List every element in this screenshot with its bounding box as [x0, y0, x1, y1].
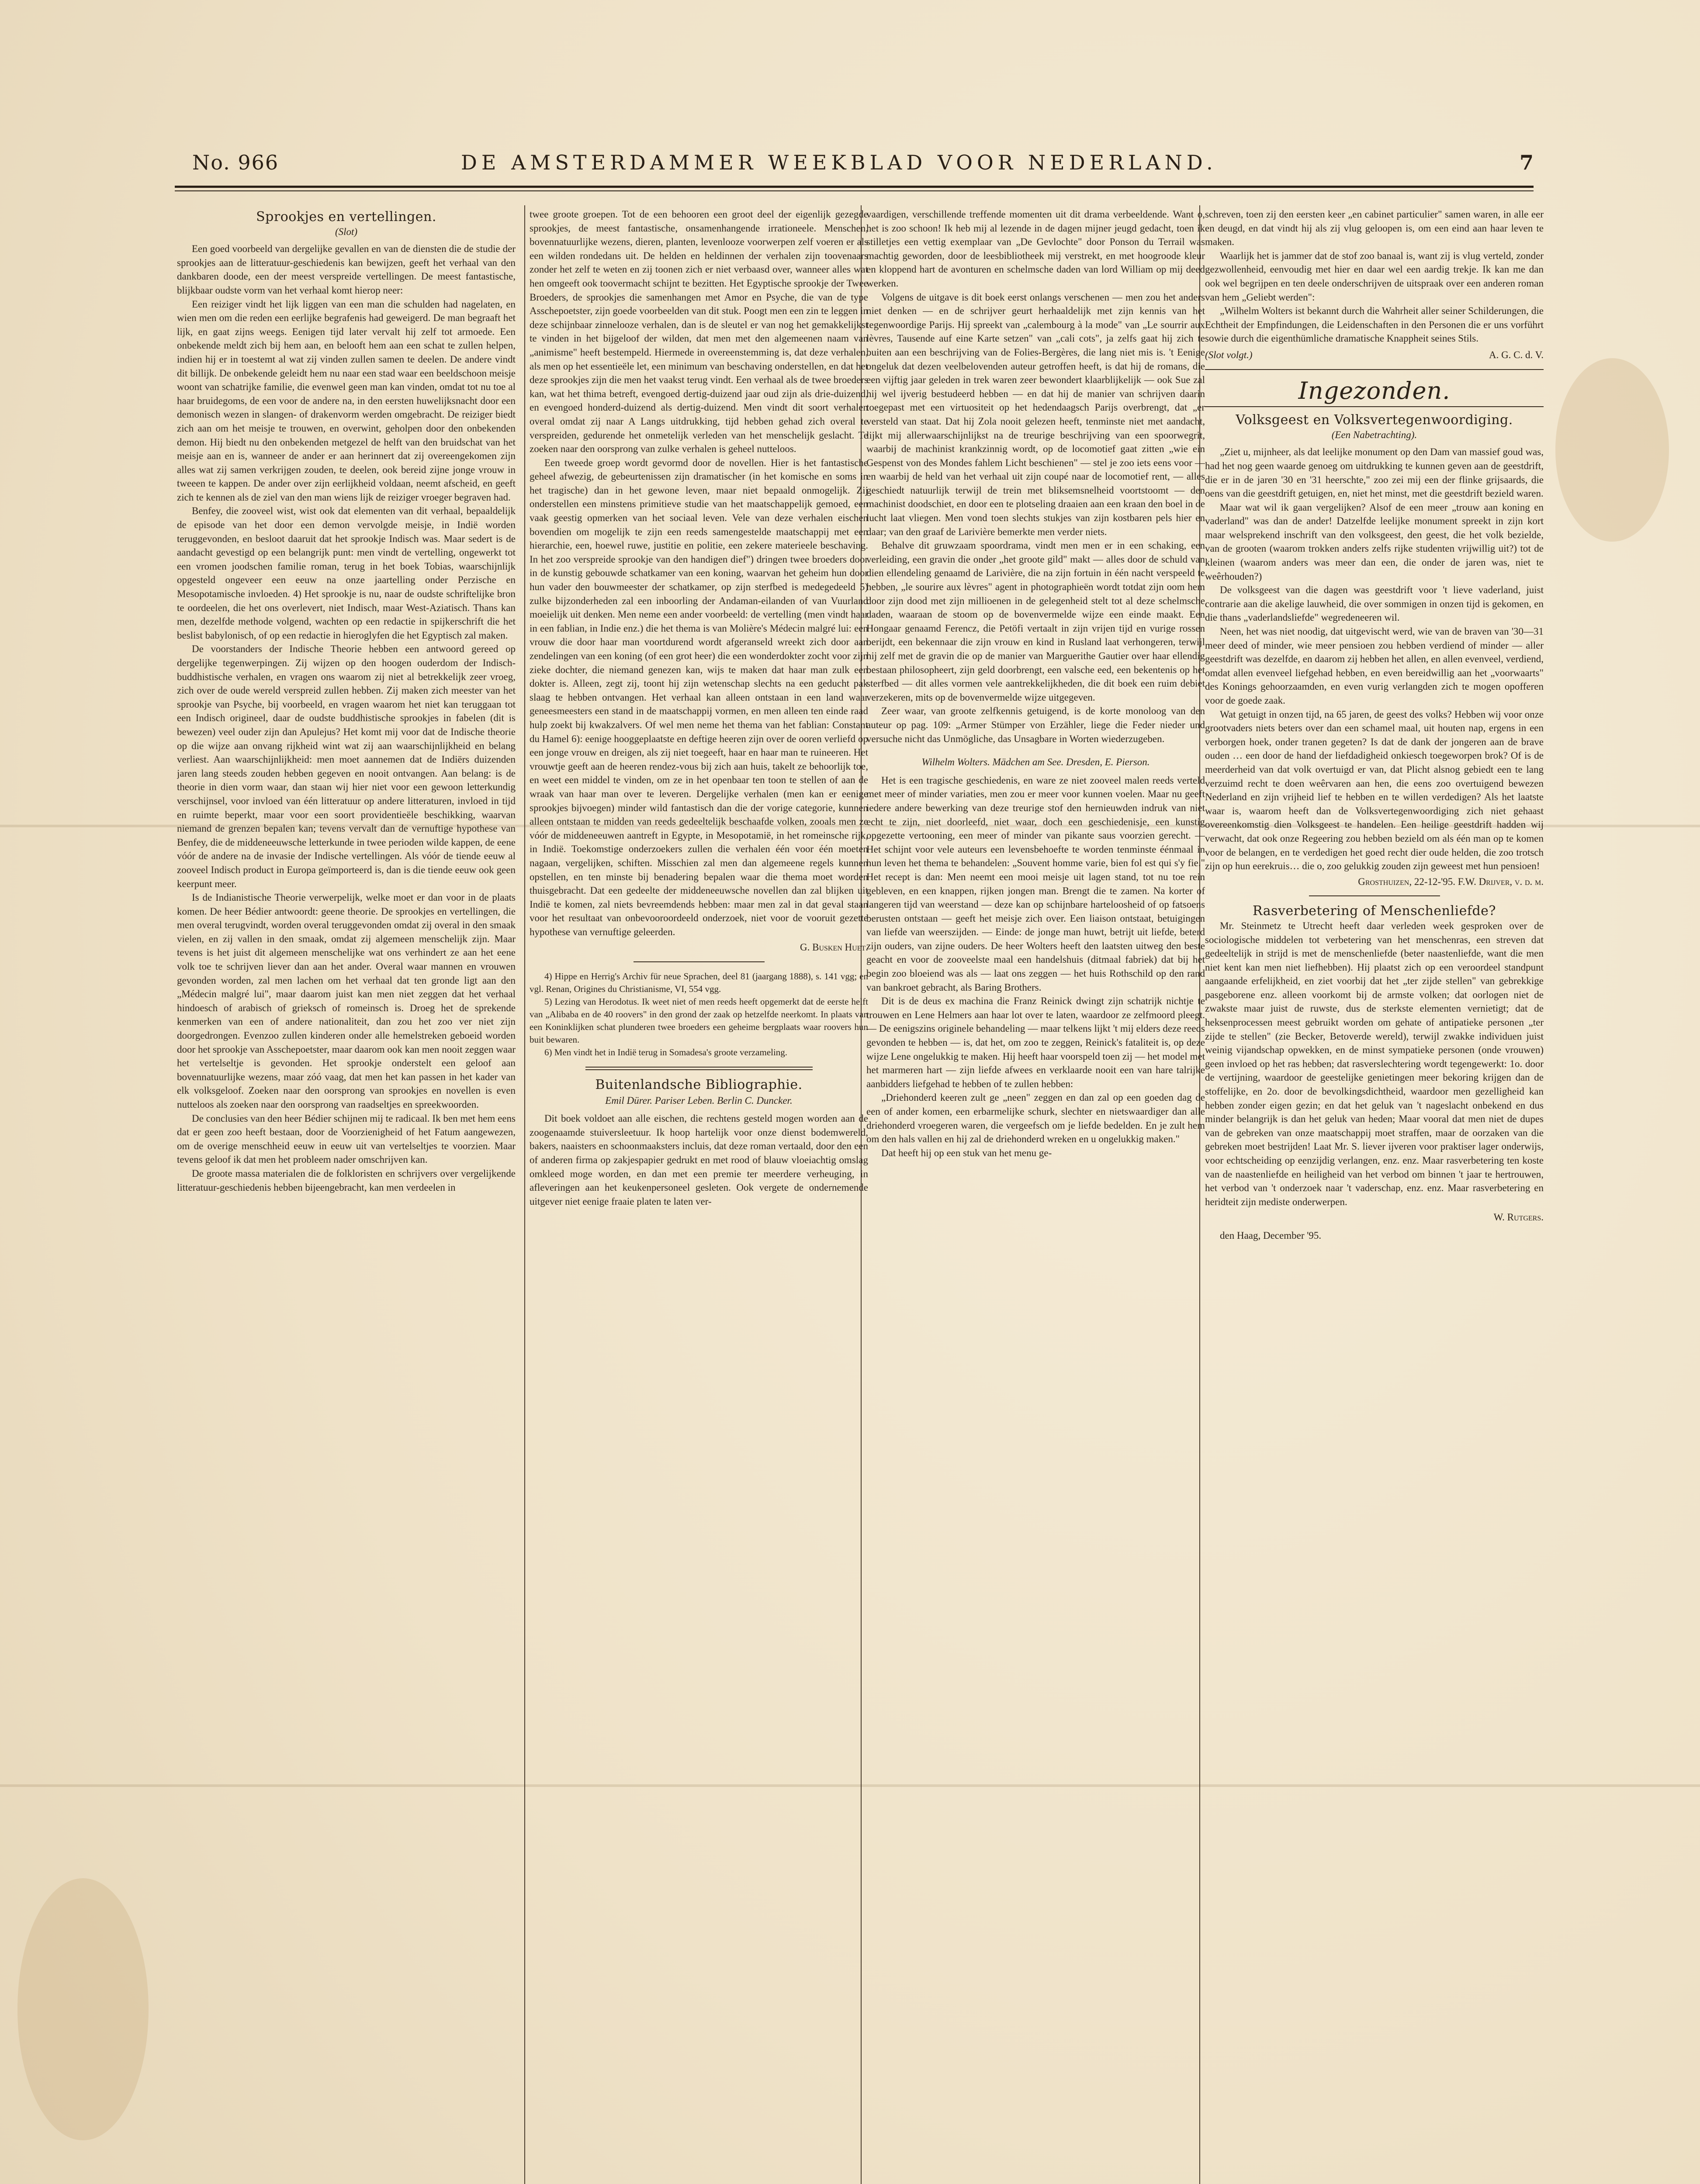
dateline: den Haag, December '95. — [1220, 1230, 1322, 1241]
book-reference: Emil Dürer. Pariser Leben. Berlin C. Duncker. — [605, 1095, 793, 1106]
paragraph: Mr. Steinmetz te Utrecht heeft daar verleden week gesproken over de sociologische middelen tot verbetering van het menschenras, een streven dat gedeeltelijk in strijd is met de menschenliefde (beter naastenliefde, want die men niet kent kan men niet liefhebben). Hij plaatst zich op een veroordeel standpunt aangaande erfelijkheid, en ziet voorbij dat het „ter zijde stellen" van gebrekkige pasgeborene enz. alleen voorkomt bij de armste volken; dat oorlogen niet de zwakste maar juist de ruwste, dus de sterkste elementen vernietigt; dat de heksenprocessen meest gebruikt worden om gehate of antipatieke personen „ter zijde te stellen" (zie Becker, Betoverde wereld), terwijl zwakke individuen juist weinig vijandschap opwekken, en de minst sympatieke personen (onde vrouwen) geen invloed op het ras hebben; dat rasverslechtering wordt tegengewerkt: 1o. door de vertijning, waardoor de geestelijke genietingen meer bekoring krijgen dan de stoffelijke, en 2o. door de bevolkingsdichtheid, waardoor men gezelligheid kan hebben zonder eigen gezin; en dat het geluk van 't nageslacht onbekend en dus minder belangrijk is dan het geluk van heden; Maar vooral dat men niet de dupes van de gebreken van onze maatschappij moet straffen, maar de oorzaken van die gebreken moet bestrijden! Laat Mr. S. liever ijveren voor praktiser lager onderwijs, voor echtscheiding op eenzijdig verlangen, enz. enz. Maar rasverbetering ten koste van de naastenliefde en heiligheid van het verbod om binnen 't jaar te hertrouwen, het verbod van 't onderzoek naar 't vaderschap, enz. enz. Maar rasverbetering en heridteit zijn mediste onderwerpen. — [1205, 920, 1544, 1207]
article-title: Sprookjes en vertellingen. — [256, 209, 436, 225]
paragraph: Dit is de deus ex machina die Franz Reinick dwingt zijn schatrijk nichtje te trouwen en Lene Helmers aan haar lot over te laten, waardoor ze zelfmoord pleegt. — De eenigszins originele behandeling — maar telkens lijkt 't mij elders deze reeds gevonden te hebben — is, dat het, om zoo te zeggen, Reinick's fataliteit is, op deze wijze Lene ongelukkig te maken. Hij heeft haar voorspeld toen zij — het model met het marmeren hart — zijn liefde afwees en verklaarde nooit een van hare talrijke aanbidders liefgehad te hebben of te zullen hebben: — [866, 995, 1205, 1089]
column-2 — [530, 207, 868, 2184]
paragraph: De voorstanders der Indische Theorie hebben een antwoord gereed op dergelijke tegenwerpingen. Zij wijzen op den hoogen ouderdom der Indisch-buddhistische verhalen, en vragen ons waarom zij niet al betrekkelijk zeer vroeg, zich over de oude wereld verspreid zullen hebben. Zij maken zich meester van het sprookje van Psyche, bij voorbeeld, en vragen waarom het niet kan teruggaan tot een Indisch origineel, daar de oudste buddhistische sprookjes in fabelen (dit is bewezen) veel ouder zijn dan Apulejus? Het komt mij voor dat de Indische theorie op die wijze aan onvang rijkheid wint wat zij aan waarschijnlijkheid en belang verliest. Aan waarschijnlijkheid: men moet aannemen dat de Indiërs duizenden jaren lang steeds zouden hebben gegeven en nooit ontvangen. Aan belang: is de theorie in dien vorm waar, dan staan wij hier niet voor een gewoon letterkundig verschijnsel, voor invloed van één litteratuur op andere litteraturen, invloed in tijd en ruimte beperkt, maar voor een soort providentieële beschikking, waarvan niemand de grenzen bepalen kan; tevens vervalt dan de vernuftige hypothese van Benfey, die de middeneeuwsche letterkunde in twee perioden wilde kappen, de eene vóór de andere na de invasie der Indische vertellingen. Als vóór de tiende eeuw al zooveel Indisch product in Europa geïmporteerd is, dan is die tiende eeuw ook geen keerpunt meer. — [177, 643, 516, 889]
continued-note: (Slot volgt.) — [1205, 349, 1253, 360]
section-heading: Ingezonden. — [1298, 377, 1451, 404]
paragraph: Behalve dit gruwzaam spoordrama, vindt men men er in een schaking, een verleiding, een gravin die onder „het groote gild" makt — alles door de schuld van dien ellendeling genaamd de Larivière, die na zijn fortuin in één nacht verspeeld te hebben, „le sourire aux lèvres" agent in photographieën wordt totdat zijn oom hem door zijn dood met zijn millioenen in de gelegenheid stelt tot al deze schelmsche daden, waaraan de stoom op de bovenvermelde wijze een einde maakt. Een Hongaar genaamd Ferencz, die Petöfi vertaalt in zijn vrijen tijd en vurige rossen berijdt, een bekennaar die zijn vrouw en kind in Rusland laat verhongeren, terwijl hij zelf met de gravin die op de manier van Marguerithe Gautier over haar ellendig bestaan philosopheert, zijn geld doorbrengt, een valsche eed, een bekentenis op het sterfbed — dit alles vormen vele aantrekkelijkheden, die dit boek een ruim debiet verzekeren, mits op de bovenvermelde wijze uitgegeven. — [866, 540, 1205, 703]
footnote: 6) Men vindt het in Indië terug in Somadesa's groote verzameling. — [544, 1047, 788, 1058]
paragraph: Benfey, die zooveel wist, wist ook dat elementen van dit verhaal, bepaaldelijk de episode van het door een demon vervolgde meisje, in Indië worden teruggevonden, en besloot daaruit dat het sprookje Indisch was. Maar sedert is de aandacht gevestigd op een belangrijk punt: men vindt de vertelling, ongewerkt tot een vromen joodschen familie roman, terug in het boek Tobias, waarschijnlijk opgesteld ongeveer een eeuw na onze jaartelling onder Perzische en Mesopotamische invloeden. 4) Het sprookje is nu, naar de oudste schriftelijke bron te oordeelen, die het ons overlevert, niet Indisch, maar West-Aziatisch. Thans kan men, dezelfde methode volgend, wachten op een redactie in spijkerschrift die het beslist babylonisch, of op een redactie in hieroglyfen die het Egyptisch zal maken. — [177, 505, 516, 641]
footnote: 5) Lezing van Herodotus. Ik weet niet of men reeds heeft opgemerkt dat de eerste helft van „Alibaba en de 40 roovers" in den grond der zaak op hetzelfde neerkomt. In plaats van een Koninklijken schat plunderen twee broeders een geheime bergplaats waar roovers hun buit bewaren. — [530, 996, 868, 1045]
paragraph: twee groote groepen. Tot de een behooren een groot deel der eigenlijk gezegde sprookjes, de meest fantastische, onsamenhangende irrationeele. Menschen, bovennatuurlijke wezens, dieren, planten, levenlooze voorwerpen zelf voeren er als een wilden rondedans uit. De helden en heldinnen der verhalen zijn toovenaars zonder het zelf te weten en zij toonen zich er niet verbaasd over, wanneer alles wat hen omgeeft ook toovermacht schijnt te bezitten. Het Egyptische sprookje der Twee Broeders, de sprookjes die samenhangen met Amor en Psyche, die van de type Asschepoetster, zijn goede voorbeelden van dit stuk. Poogt men een zin te leggen in deze schijnbaar zinnelooze verhalen, dan is de sleutel er van nog het gemakkelijkst te vinden in het bijgeloof der wilden, dat men met den algemeenen naam van „animisme" heeft bestempeld. Hiermede in overeenstemming is, dat deze verhalen, als men op het essentieële let, een minimum van beschaving onderstellen, en dat het deze sprookjes zijn die men het vaakst terug vindt. Een verhaal als de twee broeders kan, wat het thima betreft, evengoed dertig-duizend jaar oud zijn als drie-duizend, en evengoed honderd-duizend als dertig-duizend. Men vindt dit soort verhalen overal omdat zij naar A Langs uitdrukking, tijd hebben gehad zich overal te verspreiden, gedurende het onmetelijk verleden van het menschelijk geslacht. Te zoeken naar den oorsprong van zulke verhalen is geheel nutteloos. — [530, 209, 868, 455]
paper-stain — [17, 1878, 149, 2140]
paragraph: De conclusies van den heer Bédier schijnen mij te radicaal. Ik ben met hem eens dat er geen zoo heeft bestaan, door de Voorzienigheid of het Fatum aangewezen, om de overige menschheid eeuw in eeuw uit van vertelseltjes te voorzien. Maar tevens geloof ik dat men het probleem nader omschrijven kan. — [177, 1113, 516, 1165]
article-subtitle: (Een Nabetrachting). — [1331, 429, 1417, 440]
paragraph: Volgens de uitgave is dit boek eerst onlangs verschenen — men zou het anders niet denken — en de schrijver geurt herhaaldelijk met zijn kennis van het tegenwoordige Parijs. Hij spreekt van „calembourg à la mode" van „Le sourrir aux lèvres, Tausende auf eine Karte setzen" van „cali cots", ja zelfs gaat hij zich te buiten aan een beschrijving van de Folies-Bergères, die lang niet mis is. 't Eenige ongeluk dat dezen veelbelovenden auteur getroffen heeft, is dat hij de romans, die een vijftig jaar geleden in trek waren zeer bewondert klaarblijkelijk — ook Sue zal hij wel ijverig bestudeerd hebben — en dat hij de manier van schrijven daarin toegepast met een virtuositeit op het hedendaagsch Parijs overbrengt, dat „er versteld van staat. Dat hij Zola nooit gelezen heeft, tenminste niet met aandacht, lijkt mij allerwaarschijnlijkst na de treurige beschrijving van een spoorwegrit, waarbij de machinist krankzinnig wordt, op de locomotief gaat zitten „wie ein Gespenst von des Mondes fahlem Licht beschienen" — stel je zoo iets eens voor — en waarbij de held van het verhaal uit zijn coupé naar de locomotief rent, — alles geschiedt natuurlijk terwijl de trein met bliksemsnelheid voortstoomt — den machinist doodschiet, en door een te plotseling draaien aan een kraan den boel in de lucht laat vliegen. Men vond toen slechts stukjes van zijn kostbaren pels hier en daar; van den graaf de Larivière bemerkte men verder niets. — [866, 291, 1205, 537]
newspaper-title: DE AMSTERDAMMER WEEKBLAD VOOR NEDERLAND. — [461, 151, 1217, 174]
article-title: Volksgeest en Volksvertegenwoordiging. — [1236, 412, 1513, 428]
masthead — [175, 151, 1534, 181]
header-rule — [175, 186, 1534, 188]
article-subtitle: (Slot) — [335, 226, 358, 237]
column-divider — [524, 205, 525, 2184]
issue-number: No. 966 — [192, 151, 279, 174]
paragraph: Is de Indianistische Theorie verwerpelijk, welke moet er dan voor in de plaats komen. De heer Bédier antwoordt: geene theorie. De sprookjes en vertellingen, die men overal terugvindt, worden overal teruggevonden omdat zij overal in den smaak vielen, en zij vallen in den smaak, omdat zij algemeen menschelijk zijn. Maar tevens is het juist dit algemeen menschelijke wat ons verhindert ze aan het eene volk toe te schrijven liever dan aan het ander. Overal waar mannen en vrouwen gevonden worden, zal men lachen om het verhaal dat ten gronde ligt aan den „Médecin malgré lui", maar daarom juist kan men niet zeggen dat het verhaal hindoesch of arabisch of grieksch of romeinsch is. Droeg het de sprekende kenmerken van een of andere nationaliteit, dan zou het zoo ver niet zijn doorgedrongen. Evenzoo zullen kinderen onder alle hemelstreken geboeid worden door het sprookje van Asschepoetster, maar daarom ook kan men nooit zeggen waar het vertelseltje is gevonden. Het sprookje onderstelt een geloof aan bovennatuurlijke wezens, maar zóó vaag, dat men het kan passen in het kader van elk volksgeloof. Zoeken naar den oorsprong van sprookjes en novellen is even nutteloos als zoeken naar den oorsprong van raadseltjes en spreekwoorden. — [177, 892, 516, 1110]
paragraph: schreven, toen zij den eersten keer „en cabinet particulier" samen waren, in alle eer en deugd, en dat vindt hij als zij vlug geloopen is, om een eind aan haar leven te maken. — [1205, 209, 1544, 248]
column-3 — [866, 207, 1205, 2184]
paragraph: Een reiziger vindt het lijk liggen van een man die schulden had nagelaten, en wien men om die reden een eerlijke begrafenis had geweigerd. De man begraaft het lijk, en gaat zijns weegs. Eenigen tijd later vervalt hij zelf tot armoede. Een onbekende meldt zich bij hem aan, en belooft hem aan een schat te zullen helpen, indien hij er in toestemt al wat zij vinden zullen samen te deelen. De andere vindt dit billijk. De onbekende geleidt hem nu naar een stad waar een beeldschoon meisje woont van schatrijke familie, die evenwel geen man kan vinden, omdat tot nu toe al haar bruidegoms, de een voor de andere na, in den eersten huwelijksnacht door een demonisch wezen in slangen- of drakenvorm werden omgebracht. De reiziger biedt zich aan om het meisje te trouwen, en overwint, geholpen door den onbekenden demon. Hij biedt nu den onbekenden metgezel de helft van den bruidschat van het meisje aan en is, wanneer de ander er aan herinnert dat zij overeengekomen zijn alles wat zij samen verkrijgen zouden, te deelen, ook bereid zijne jonge vrouw in tweeen te kappen. De ander over zijn eerlijkheid voldaan, neemt afscheid, en geeft zich te kennen als de ziel van den man wiens lijk de reiziger vroeger begraven had. — [177, 298, 516, 503]
paragraph: De groote massa materialen die de folkloristen en schrijvers over vergelijkende litteratuur-geschiedenis hebben bijeengebracht, kan men verdeelen in — [177, 1168, 516, 1193]
column-4 — [1205, 207, 1544, 2184]
section-header-box — [1205, 369, 1544, 408]
footnote: 4) Hippe en Herrig's Archiv für neue Sprachen, deel 81 (jaargang 1888), s. 141 vgg; en vgl. Renan, Origines du Christianisme, VI, 554 vgg. — [530, 971, 868, 995]
paragraph: „Driehonderd keeren zult ge „neen" zeggen en dan zal op een goeden dag de een of ander komen, een erbarmelijke schurk, slechter en nietswaardiger dan alle driehonderd vroegeren waren, die vergeefsch om je liefde bedelden. En je zult hem om den hals vallen en hij zal de driehonderd wreken en u ongelukkig maken." — [866, 1092, 1205, 1145]
section-rule — [585, 1067, 813, 1070]
paragraph: Een goed voorbeeld van dergelijke gevallen en van de diensten die de studie der sprookjes aan de litteratuur-geschiedenis kan bewijzen, geeft het verhaal van den dankbaren doode, een der meest verspreide vertellingen. De meest fantastische, blijkbaar oudste vorm van het verhaal komt hierop neer: — [177, 243, 516, 296]
paragraph: „Ziet u, mijnheer, als dat leelijke monument op den Dam van massief goud was, had het nog geen waarde genoeg om uitdrukking te kunnen geven aan de geestdrift, die er in de jaren '30 en '31 heerschte," zoo zei mij een der flinke grijsaards, die oens van die geestdrift getuigen, en, niet het minst, met die geestdrift bezield waren. — [1205, 446, 1544, 499]
author-signature: W. Rutgers. — [1493, 1212, 1544, 1223]
author-signature: G. Busken Huet. — [800, 942, 868, 953]
paragraph: vaardigen, verschillende treffende momenten uit dit drama verbeeldende. Want o, het is zoo schoon! Ik heb mij al lezende in de dagen mijner jeugd gedacht, toen ik stilletjes een vettig exemplaar van „De Gevlochte" door Ponson du Terrail was machtig geworden, door de leesbibliotheek mij verstrekt, en met hoogroode kleur en kloppend hart de avonturen en schelmsche daden van lord William op mij deed werken. — [866, 209, 1205, 289]
paragraph: De volksgeest van die dagen was geestdrift voor 't lieve vaderland, juist contrarie aan die akelige lauwheid, die over sommigen in onzen tijd is gekomen, en die thans „vaderlandsliefde" wegredeneeren wil. — [1205, 584, 1544, 623]
section-rule — [1309, 895, 1440, 896]
paragraph: Het is een tragische geschiedenis, en ware ze niet zooveel malen reeds verteld met meer of minder variaties, men zou er meer voor kunnen voelen. Maar nu geeft iedere andere bewerking van deze treurige stof den hernieuwden indruk van niet echt te zijn, niet doorleefd, niet waar, doch een geschiedenisje, een kunstig opgezette vertooning, een meer of minder van pikante saus voorzien gerecht. — Het schijnt voor vele auteurs een levensbehoefte te worden tenminste éénmaal in hun leven het thema te behandelen: „Souvent homme varie, bien fol est qui s'y fie." Het recept is dan: Men neemt een mooi meisje uit lagen stand, tot nu toe rein gebleven, en een knappen, rijken jongen man. Brengt die te zamen. Na korter of langeren tijd van weerstand — deze kan op schijnbare harteloosheid of op fatsoens berusten ontstaan — geeft het meisje zich over. Een liaison ontstaat, betuigingen van liefde van weerszijden. — Einde: de jonge man huwt, betrijt uit liefde, beterd zijn ouders, van zijne ouders. De heer Wolters heeft den laatsten uitweg den beste geacht en voor de zooveelste maal een handelshuis (ditmaal fabriek) dat bij het begin zoo bloeiend was als — laat ons zeggen — het huis Rothschild op den rand van bankroet gebracht, als Baring Brothers. — [866, 774, 1205, 993]
signature-row — [1205, 348, 1544, 362]
paragraph: „Wilhelm Wolters ist bekannt durch die Wahrheit aller seiner Schilderungen, die Echtheit der Empfindungen, die Leidenschaften in den Personen die er uns vorführt sowie durch die eigenthümliche dramatische Knappheit seines Stils. — [1205, 305, 1544, 344]
paper-stain — [1555, 358, 1669, 542]
header-rule — [175, 190, 1534, 191]
author-signature: A. G. C. d. V. — [1489, 349, 1544, 360]
paragraph: Waarlijk het is jammer dat de stof zoo banaal is, want zij is vlug verteld, zonder gezwollenheid, eenvoudig met hier en daar wel een aardig trekje. Ik kan me dan ook wel begrijpen en ten deele onderschrijven de uitspraak over een anderen roman van hem „Geliebt werden": — [1205, 250, 1544, 303]
paragraph: Zeer waar, van groote zelfkennis getuigend, is de korte monoloog van den auteur op pag. 109: „Armer Stümper von Erzähler, liege die Feder nieder und versuche nicht das Unmögliche, das Unsagbare in Worten wiederzugeben. — [866, 705, 1205, 744]
paragraph: Dat heeft hij op een stuk van het menu ge- — [881, 1147, 1052, 1158]
footnote-rule — [634, 961, 765, 962]
author-signature: Grosthuizen, 22-12-'95. F.W. Drijver, v. d. m. — [1358, 876, 1544, 887]
paragraph: Wat getuigt in onzen tijd, na 65 jaren, de geest des volks? Hebben wij voor onze grootvaders niets beters over dan een schamel maal, uit houten nap, ergens in een verborgen hoek, onder tranen gegeten? Is dat de dank der jongeren aan de brave ouden … een door de hand der liefdadigheid onkiesch toegeworpen brok? Of is de meerderheid van dat volk overtuigd er van, dat Plicht alsnog gebiedt een te lang verzuimd recht te doen weêrvaren aan hen, die eens zoo overtuigend bewezen Nederland en zijn vrijheid lief te hebben en te willen verdedigen? Als het laatste waar is, waarom heeft dan de Volksvertegenwoordiging zich niet gehaast overeenkomstig dien Volksgeest te handelen. Een heilige geestdrift hadden wij verwacht, dat ook onze Regeering zou hebben bezield om als één man op te komen voor de belangen, en te verdedigen het goed recht dier oude helden, die zoo trotsch zijn op hun eerekruis… die o, zoo gelukkig zouden zijn geweest met hun pensioen! — [1205, 708, 1544, 872]
book-reference: Wilhelm Wolters. Mädchen am See. Dresden, E. Pierson. — [921, 757, 1150, 768]
paragraph: Neen, het was niet noodig, dat uitgevischt werd, wie van de braven van '30—31 meer deed of minder, wie meer pensioen zou hebben verdiend of minder — aller geestdrift was dezelfde, en daarom zij hebben het allen, en allen evenveel, verdiend, omdat allen evenveel liefgehad hebben, en even bereidwillig aan het „voorwaarts" des Konings gehoorzaamden, en even vurig verlangden zich te mogen opofferen voor de goede zaak. — [1205, 626, 1544, 706]
paragraph: Maar wat wil ik gaan vergelijken? Alsof de een meer „trouw aan koning en vaderland" was dan de ander! Datzelfde leelijke monument spreekt in zijn kort maar welsprekend inschrift van den volksgeest, den geest, die het volk bezielde, van de grooten (waarom trokken anders zelfs rijke studenten vrijwillig uit?) tot de kleinen (waarom anders was meer dan een, die onder de jaren was, niet te weêrhouden?) — [1205, 501, 1544, 582]
section-title: Buitenlandsche Bibliographie. — [595, 1077, 803, 1093]
paragraph: Een tweede groep wordt gevormd door de novellen. Hier is het fantastische geheel afwezig, de gebeurtenissen zijn dramatischer (in het komische en soms in het tragische) dan in het gewone leven, maar niet bepaald onmogelijk. Zij onderstellen een minstens primitieve studie van het maatschappelijk gemoed, een vaak geestig opmerken van het sociaal leven. Vele van deze verhalen eischen bovendien om mogelijk te zijn een reeds samengestelde maatschappij met een hierarchie, een, hoewel ruwe, justitie en politie, een zekere materieele beschaving. In het zoo verspreide sprookje van den handigen dief") dringen twee broeders door in de kunstig gebouwde schatkamer van een koning, waarvan het geheim hun door hun vader den bouwmeester der schatkamer, op zijn sterfbed is medegedeeld 5) zulke bijzonderheden zal een inboorling der Andaman-eilanden of van Vuurland moeielijk uit denken. Men neme een ander voorbeeld: de vertelling (men vindt haar in een fablian, in Indie enz.) die het thema is van Molière's Médecin malgré lui: een vrouw die door haar man voortdurend wordt afgeranseld wreekt zich door aan zendelingen van een koning (of een grot heer) die een wonderdokter zocht voor zijn zieke dochter, die niemand genezen kan, wijs te maken dat haar man zulk een dokter is. Alleen, zegt zij, toont hij zijn wetenschap slechts na een geducht pak slaag te hebben ontvangen. Het verhaal kan alleen ontstaan in een land waar geneesmeesters een stand in de maatschappij vormen, en men alleen ten einde raad hulp zoekt bij kwakzalvers. Of wel men neme het thema van het fablian: Constant du Hamel 6): eenige hooggeplaatste en deftige heeren zijn over de ooren verliefd op een jonge vrouw en dreigen, als zij niet toegeeft, haar en haar man te ruineeren. Het vrouwtje geeft aan de heeren rendez-vous bij zich aan huis, takelt ze behoorlijk toe, en weet een middel te vinden, om ze in het openbaar ten toon te stellen of aan de wraak van haar man over te leveren. Dergelijke verhalen (men kan er eenige sprookjes bijvoegen) minder wild fantastisch dan die der vorige categorie, kunnen alleen ontstaan te midden van reeds gedeeltelijk beschaafde volken, zooals men ze vóór de middeneeuwen aantreft in Egypte, in Mesopotamië, in het romeinsche rijk, in Indië. Toekomstige onderzoekers zullen die verhalen één voor één moeten nagaan, vergelijken, schiften. Misschien zal men dan algemeene regels kunnen opstellen, en ten minste bij benadering bepalen waar die thema moet worden thuisgebracht. Dat een gedeelte der middeneeuwsche novellen dan zal blijken uit Indië te komen, zal niets bevreemdends hebben: maar men zal in dat geval staan voor het resultaat van onbevooroordeeld onderzoek, niet voor de vooruit gezette hypothese van vernuftige geleerden. — [530, 457, 868, 937]
article-title: Rasverbetering of Menschenliefde? — [1252, 903, 1496, 919]
page-number: 7 — [1519, 151, 1534, 174]
paragraph: Dit boek voldoet aan alle eischen, die rechtens gesteld mogen worden aan de zoogenaamde stuiversleetuur. Ik hoop hartelijk voor onze dienst bodemwereld, bakers, naaisters en schoonmaaksters incluis, dat deze roman vertaald, door den een of anderen firma op zakjespapier gedrukt en met rood of blauw vloeiachtig omslag omkleed moge worden, en dan met een premie ter meerdere verheuging, in afleveringen aan het keukenpersoneel gesleten. Ook vergete de ondernemende uitgever niet eenige fraaie platen te laten ver- — [530, 1113, 868, 1207]
column-1 — [177, 207, 516, 2184]
